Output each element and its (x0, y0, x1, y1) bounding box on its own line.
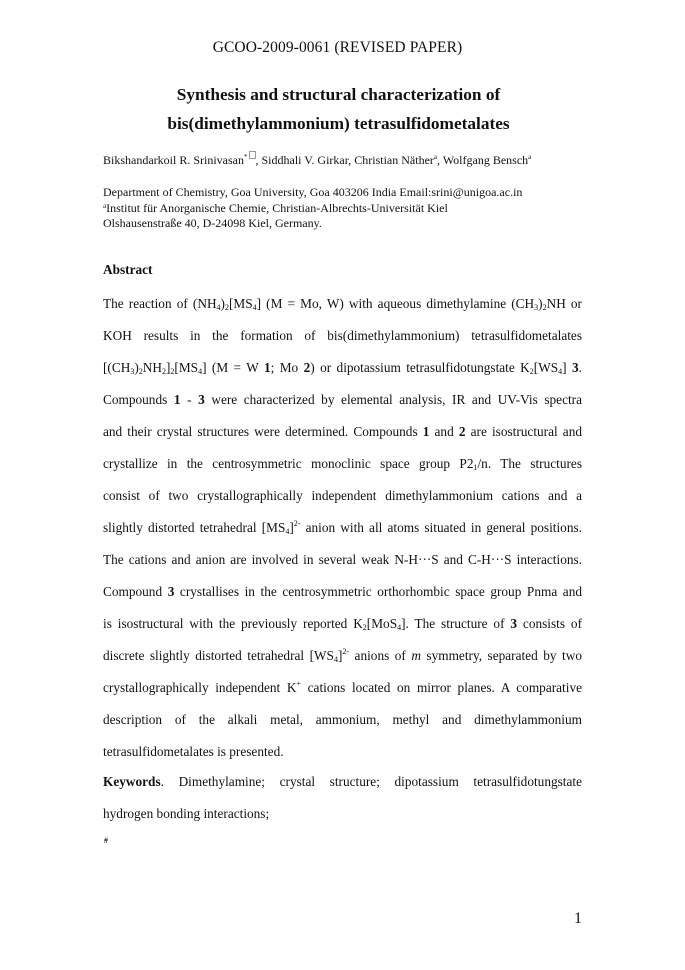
footnote-mark: # (104, 836, 108, 845)
abstract-line: discrete slightly distorted tetrahedral $[WS_4]^{2-}$ anions of m symmetry, separated by two (103, 647, 582, 664)
manuscript-id: GCOO-2009-0061 (REVISED PAPER) (212, 39, 463, 56)
abstract-line: Compound 3 crystallises in the centrosymmetric orthorhombic space group Pnma and (103, 584, 582, 599)
author-list: Bikshandarkoil R. Srinivasan* , Siddhali V. Girkar, Christian Näther$^a$, Wolfgang Bensch$^a$ (103, 153, 532, 167)
keywords-label: Keywords (103, 774, 161, 789)
abstract-line: consist of two crystallographically independent dimethylammonium cations and a (103, 488, 582, 503)
keywords-section (103, 766, 582, 830)
abstract-line: is isostructural with the previously reported $K_2[MoS_4]$. The structure of 3 consists of (103, 616, 582, 632)
abstract-line: slightly distorted tetrahedral $[MS_4]^{2-}$ anion with all atoms situated in general positions. (103, 519, 582, 536)
abstract-line: The cations and anion are involved in several weak N-H···S and C-H···S interactions. (103, 552, 582, 567)
manuscript-header (0, 39, 685, 57)
title-line-1: Synthesis and structural characterization of (176, 85, 501, 104)
keywords-text: . Dimethylamine; crystal structure; dipotassium tetrasulfidotungstate (160, 774, 582, 789)
abstract-line: crystallize in the centrosymmetric monoclinic space group $P2_1/n$. The structures (103, 456, 582, 472)
abstract-line: KOH results in the formation of bis(dimethylammonium) tetrasulfidometalates (103, 328, 582, 343)
page-number: 1 (574, 910, 582, 927)
keywords-line (103, 766, 582, 798)
affiliation-text: Institut für Anorganische Chemie, Christian-Albrechts-Universität Kiel (106, 201, 448, 215)
affiliation-line (103, 201, 448, 216)
abstract-line: and their crystal structures were determined. Compounds 1 and 2 are isostructural and (103, 424, 583, 439)
author-name: Wolfgang Bensch (442, 153, 529, 167)
author-name: Siddhali V. Girkar (261, 153, 349, 167)
author-name: Bikshandarkoil R. Srinivasan (103, 153, 244, 167)
author-name: Christian Näther (354, 153, 434, 167)
affiliation-mark: a (103, 202, 107, 210)
keywords-line: hydrogen bonding interactions; (103, 806, 270, 821)
abstract-line: tetrasulfidometalates is presented. (103, 744, 284, 759)
abstract-heading: Abstract (103, 262, 153, 277)
envelope-icon (249, 151, 256, 159)
affiliation-line: Department of Chemistry, Goa University, Goa 403206 India Email:srini@unigoa.ac.in (103, 185, 523, 199)
corresponding-mark: * (244, 153, 248, 161)
abstract-line: $[(CH_3)_2NH_2]_2[MS_4] (M = W$ 1; Mo 2) or dipotassium tetrasulfidotungstate $K_2[WS_4]$ 3. (103, 360, 582, 376)
affiliation-mark: a (433, 153, 438, 161)
abstract-line: Compounds 1 - 3 were characterized by elemental analysis, IR and UV-Vis spectra (103, 392, 583, 407)
abstract-line: crystallographically independent K+ cations located on mirror planes. A comparative (103, 679, 582, 695)
abstract-line: The reaction of $(NH_4)_2[MS_4] (M = Mo$, W) with aqueous dimethylamine $(CH_3)_2NH$ or (103, 296, 582, 312)
abstract-line: description of the alkali metal, ammonium, methyl and dimethylammonium (103, 712, 582, 727)
title-line-2: bis(dimethylammonium) tetrasulfidometalates (167, 114, 510, 133)
abstract-body (103, 288, 582, 768)
affiliation-line: Olshausenstraße 40, D-24098 Kiel, Germany. (103, 216, 322, 230)
affiliation-mark: a (528, 153, 532, 161)
